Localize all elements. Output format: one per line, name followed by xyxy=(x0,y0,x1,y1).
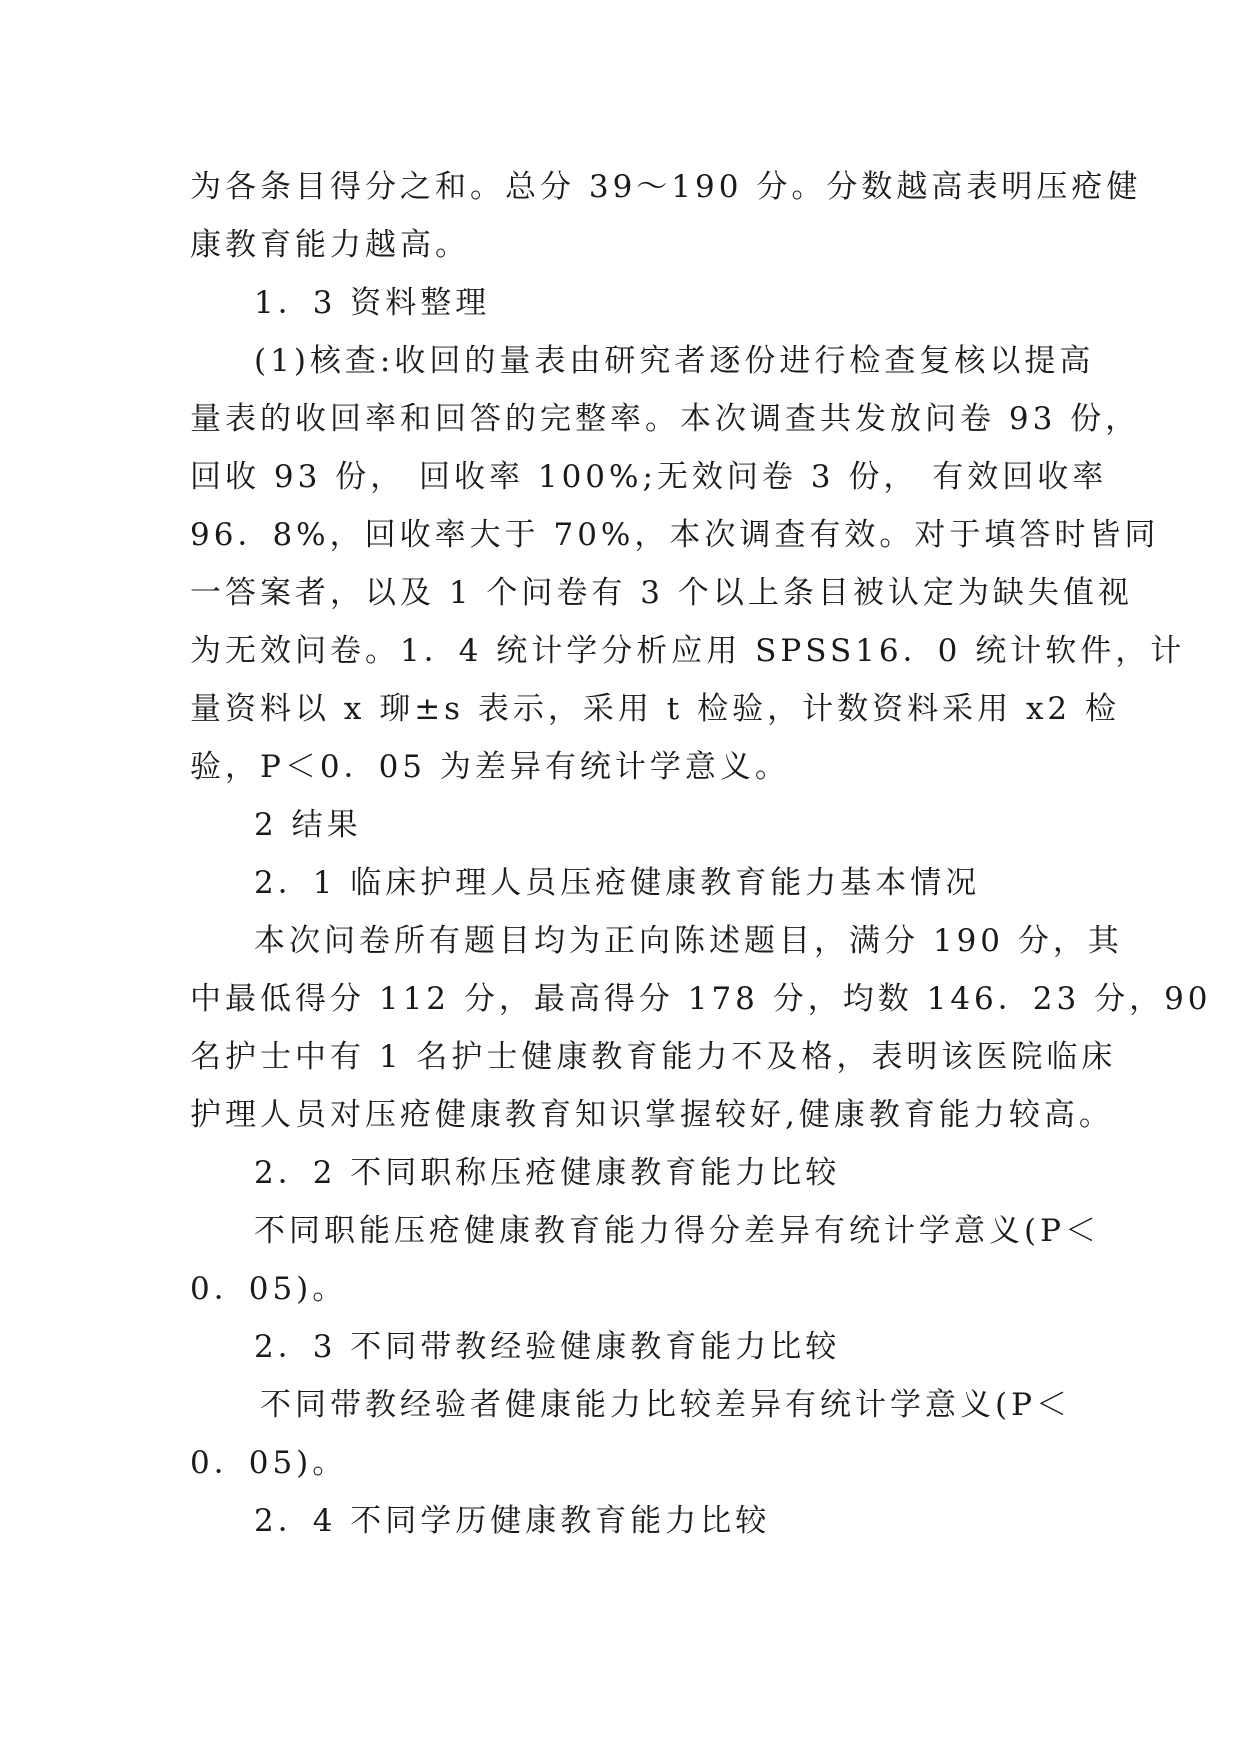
section-heading: 2．3 不同带教经验健康教育能力比较 xyxy=(254,1329,841,1365)
section-heading: 2 结果 xyxy=(254,807,362,843)
section-heading: 2．4 不同学历健康教育能力比较 xyxy=(254,1503,771,1539)
body-text-line: 不同职能压疮健康教育能力得分差异有统计学意义(P＜ xyxy=(254,1213,1100,1249)
section-heading: 2．2 不同职称压疮健康教育能力比较 xyxy=(254,1155,841,1191)
body-text-line: 名护士中有 1 名护士健康教育能力不及格，表明该医院临床 xyxy=(190,1039,1117,1075)
body-text-line: 量表的收回率和回答的完整率。本次调查共发放问卷 93 份， xyxy=(190,401,1141,437)
body-text-line: 一答案者，以及 1 个问卷有 3 个以上条目被认定为缺失值视 xyxy=(190,575,1133,611)
section-heading: 1．3 资料整理 xyxy=(254,285,491,321)
body-text-line: 不同带教经验者健康能力比较差异有统计学意义(P＜ xyxy=(260,1387,1071,1423)
body-text-line: (1)核查:收回的量表由研究者逐份进行检查复核以提高 xyxy=(254,343,1095,379)
body-text-line: 0．05)。 xyxy=(190,1445,348,1481)
body-text-line: 为无效问卷。1．4 统计学分析应用 SPSS16．0 统计软件，计 xyxy=(190,633,1186,669)
body-text-line: 康教育能力越高。 xyxy=(190,227,470,263)
document-page xyxy=(190,158,1212,1550)
section-heading: 2．1 临床护理人员压疮健康教育能力基本情况 xyxy=(254,865,981,901)
body-text-line: 本次问卷所有题目均为正向陈述题目，满分 190 分，其 xyxy=(254,923,1123,959)
body-text-line: 回收 93 份， 回收率 100%;无效问卷 3 份， 有效回收率 xyxy=(190,459,1108,495)
body-text-line: 验，P＜0．05 为差异有统计学意义。 xyxy=(190,749,790,785)
body-text-line: 0．05)。 xyxy=(190,1271,348,1307)
body-text-line: 护理人员对压疮健康教育知识掌握较好,健康教育能力较高。 xyxy=(190,1097,1114,1133)
body-text-line: 量资料以 x 珋±s 表示，采用 t 检验，计数资料采用 x2 检 xyxy=(190,691,1121,727)
body-text-line: 为各条目得分之和。总分 39～190 分。分数越高表明压疮健 xyxy=(190,169,1142,205)
body-text-line: 96．8%，回收率大于 70%，本次调查有效。对于填答时皆同 xyxy=(190,517,1160,553)
body-text-line: 中最低得分 112 分，最高得分 178 分，均数 146．23 分，90 xyxy=(190,981,1212,1017)
